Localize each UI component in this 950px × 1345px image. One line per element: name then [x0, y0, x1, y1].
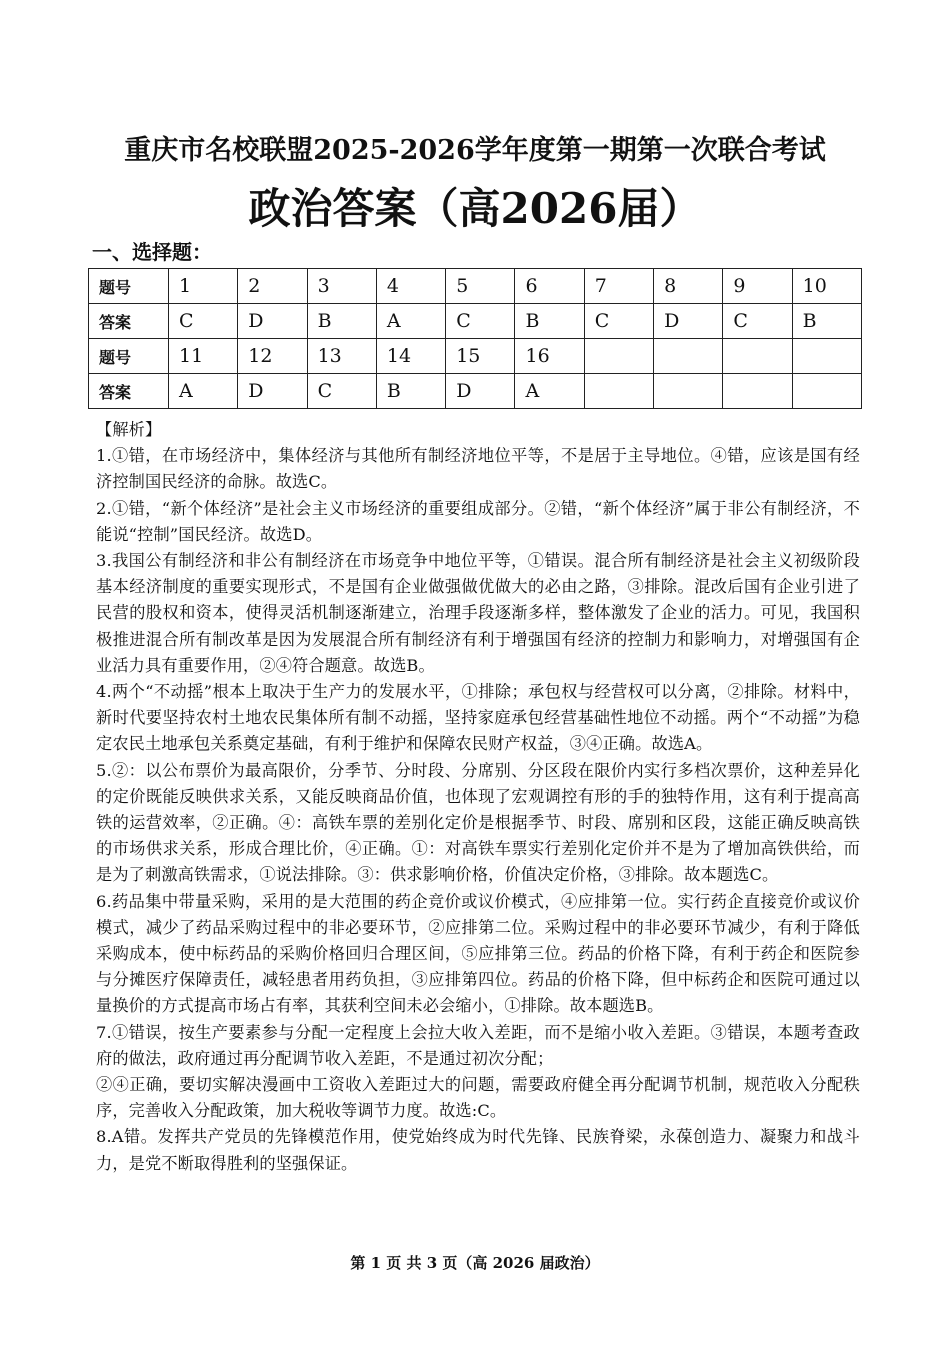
- table-cell: C: [584, 304, 653, 339]
- table-cell: C: [446, 304, 515, 339]
- table-cell: B: [792, 304, 861, 339]
- table-cell: 15: [446, 339, 515, 374]
- page-subtitle: 政治答案（高2026届）: [248, 184, 702, 233]
- table-cell: [792, 339, 861, 374]
- table-cell: 9: [723, 269, 792, 304]
- table-cell: [654, 339, 723, 374]
- table-cell: 14: [376, 339, 445, 374]
- table-cell: D: [446, 374, 515, 409]
- table-row: [89, 339, 862, 374]
- analysis-section: [96, 417, 860, 1177]
- table-cell: B: [376, 374, 445, 409]
- analysis-item-5: 5.②：以公布票价为最高限价，分季节、分时段、分席别、分区段在限价内实行多档次票价，这种差异化的定价既能反映供求关系，又能反映商品价值，也体现了宏观调控有形的手的独特作用，这有利于提高高铁的运营效率，②正确。④：高铁车票的差别化定价是根据季节、时段、席别和区段，这能正确反映高铁的市场供求关系，形成合理比价，④正确。①：对高铁车票实行差别化定价并不是为了增加高铁供给，而是为了刺激高铁需求，①说法排除。③：供求影响价格，价值决定价格，③排除。故本题选C。: [96, 760, 860, 885]
- table-cell: 7: [584, 269, 653, 304]
- table-cell: A: [515, 374, 584, 409]
- table-cell: 16: [515, 339, 584, 374]
- answer-table: [88, 268, 862, 409]
- table-row: [89, 269, 862, 304]
- table-row: [89, 374, 862, 409]
- table-cell: 11: [169, 339, 238, 374]
- table-cell: D: [238, 304, 307, 339]
- table-cell: C: [169, 304, 238, 339]
- table-cell: [654, 374, 723, 409]
- analysis-item-7: 7.①错误，按生产要素参与分配一定程度上会拉大收入差距，而不是缩小收入差距。③错误，本题考查政府的做法，政府通过再分配调节收入差距，不是通过初次分配；: [96, 1022, 860, 1068]
- table-cell: A: [376, 304, 445, 339]
- analysis-heading: 【解析】: [96, 420, 162, 439]
- table-cell: D: [654, 304, 723, 339]
- table-cell: B: [515, 304, 584, 339]
- analysis-item-3: 3.我国公有制经济和非公有制经济在市场竞争中地位平等，①错误。混合所有制经济是社会主义初级阶段基本经济制度的重要实现形式，不是国有企业做强做优做大的必由之路，③排除。混改后国有企业引进了民营的股权和资本，使得灵活机制逐渐建立，治理手段逐渐多样，整体激发了企业的活力。可见，我国积极推进混合所有制改革是因为发展混合所有制经济有利于增强国有经济的控制力和影响力，对增强国有企业活力具有重要作用，②④符合题意。故选B。: [96, 551, 860, 675]
- table-cell: A: [169, 374, 238, 409]
- analysis-item-6: 6.药品集中带量采购，采用的是大范围的药企竞价或议价模式，④应排第一位。实行药企直接竞价或议价模式，减少了药品采购过程中的非必要环节，②应排第二位。采购过程中的非必要环节减少，有利于降低采购成本，使中标药品的采购价格回归合理区间，⑤应排第三位。药品的价格下降，有利于药企和医院参与分摊医疗保障责任，减轻患者用药负担，③应排第四位。药品的价格下降，但中标药企和医院可通过以量换价的方式提高市场占有率，其获利空间未必会缩小，①排除。故本题选B。: [96, 891, 860, 1016]
- table-cell: 8: [654, 269, 723, 304]
- table-cell: 3: [307, 269, 376, 304]
- analysis-item-1: 1.①错，在市场经济中，集体经济与其他所有制经济地位平等，不是居于主导地位。④错，应该是国有经济控制国民经济的命脉。故选C。: [96, 446, 860, 492]
- table-cell: 2: [238, 269, 307, 304]
- page-title: 重庆市名校联盟2025-2026学年度第一期第一次联合考试: [124, 135, 826, 166]
- table-cell: [584, 339, 653, 374]
- analysis-item-4: 4.两个“不动摇”根本上取决于生产力的发展水平，①排除；承包权与经营权可以分离，②排除。材料中，新时代要坚持农村土地农民集体所有制不动摇，坚持家庭承包经营基础性地位不动摇。两个“不动摇”为稳定农民土地承包关系奠定基础，有利于维护和保障农民财产权益，③④正确。故选A。: [96, 682, 860, 754]
- analysis-item-2: 2.①错，“新个体经济”是社会主义市场经济的重要组成部分。②错，“新个体经济”属于非公有制经济，不能说“控制”国民经济。故选D。: [96, 498, 860, 544]
- row-label: 答案: [89, 374, 169, 409]
- table-cell: 5: [446, 269, 515, 304]
- table-cell: 10: [792, 269, 861, 304]
- table-cell: 6: [515, 269, 584, 304]
- table-cell: D: [238, 374, 307, 409]
- row-label: 答案: [89, 304, 169, 339]
- table-cell: [723, 339, 792, 374]
- table-row: [89, 304, 862, 339]
- page-footer: 第 1 页 共 3 页（高 2026 届政治）: [350, 1254, 600, 1272]
- row-label: 题号: [89, 269, 169, 304]
- table-cell: 12: [238, 339, 307, 374]
- analysis-item-8: 8.A错。发挥共产党员的先锋模范作用，使党始终成为时代先锋、民族脊梁，永葆创造力、凝聚力和战斗力，是党不断取得胜利的坚强保证。: [96, 1127, 860, 1173]
- table-cell: 13: [307, 339, 376, 374]
- table-cell: C: [307, 374, 376, 409]
- table-cell: [792, 374, 861, 409]
- table-cell: C: [723, 304, 792, 339]
- table-cell: 4: [376, 269, 445, 304]
- table-cell: 1: [169, 269, 238, 304]
- table-cell: B: [307, 304, 376, 339]
- row-label: 题号: [89, 339, 169, 374]
- section-heading: 一、选择题：: [92, 240, 212, 264]
- table-cell: [584, 374, 653, 409]
- table-cell: [723, 374, 792, 409]
- analysis-item-7-continued: ②④正确，要切实解决漫画中工资收入差距过大的问题，需要政府健全再分配调节机制，规范收入分配秩序，完善收入分配政策，加大税收等调节力度。故选:C。: [96, 1075, 860, 1121]
